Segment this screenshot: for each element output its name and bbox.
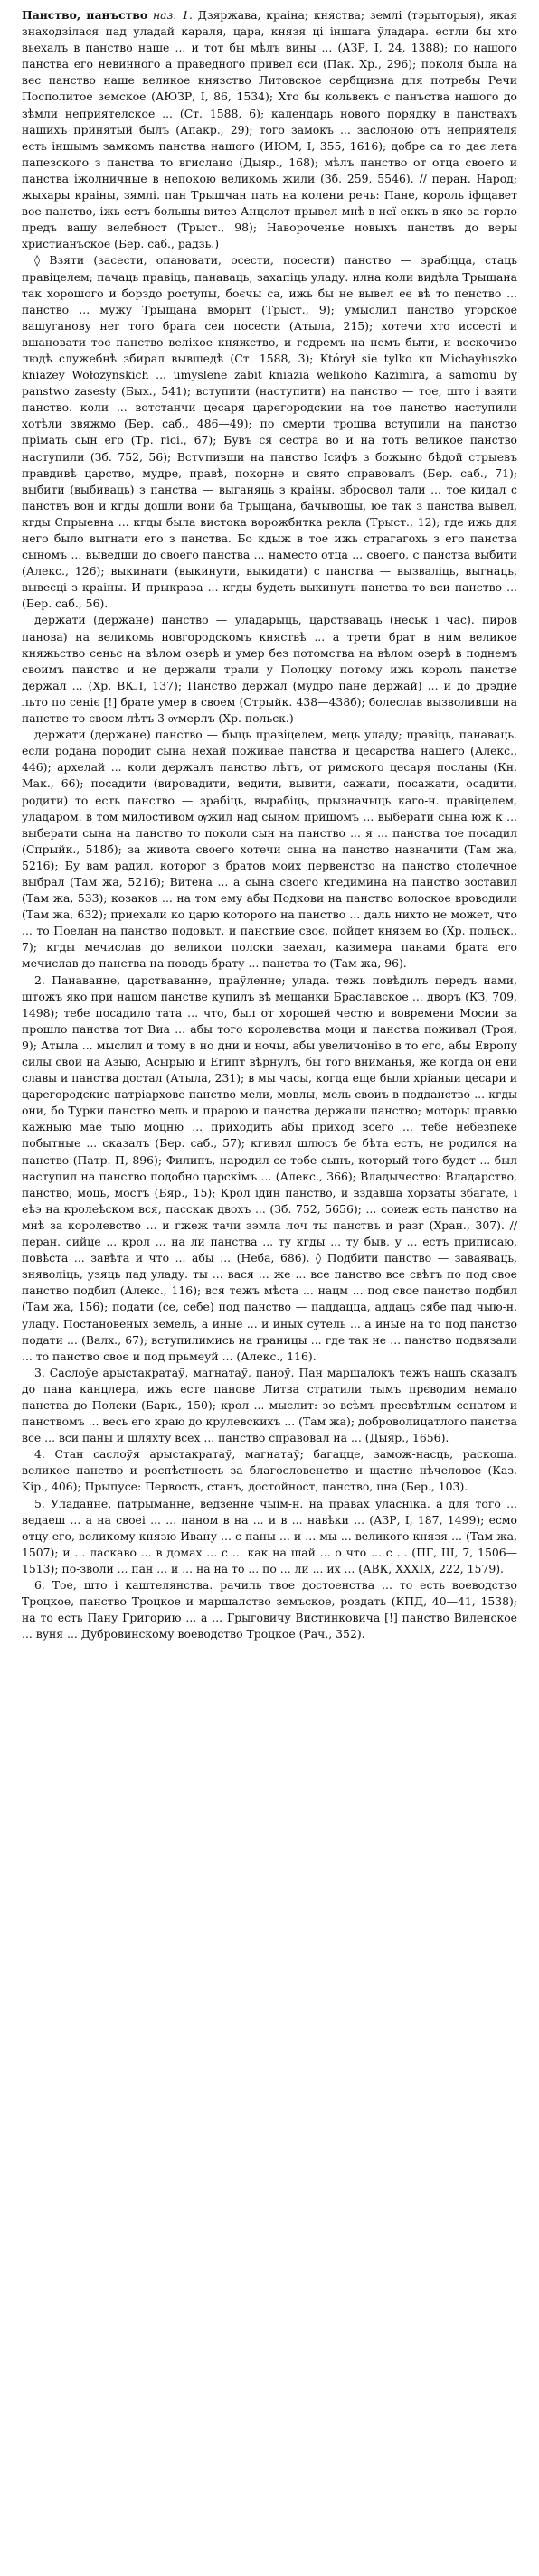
entry-paragraph-4: [22, 727, 517, 972]
entry-text-8: 5. Уладанне, патрыманне, ведзенне чыім-н. на правах уласніка. а для того ... ведаеш ... а на своеі ... ... паном в на ... и в ... навѣки ... (АЗР, І, 187, 1499); есмо отцу его, великому князю Ивану ... с паны ... и ... мы ... великого князя ... (Там жа, 1507); и ... ласкаво ... в домах ... с ... как на шай ... о что ... с ... (ПГ, ІІІ, 7, 1506—1513); по-зволи ... пан ... и ... на на то ... по ... ли ... их ... (АВК, XXXIX, 222, 1579).: [22, 1496, 517, 1575]
entry-text-3: держати (держане) панство — уладарыць, царстваваць (неськ і час). пиров панова) на великомь новгородскомъ княствѣ ... а трети брат в ним великое княжьство сеньс на вѣлом озерѣ и умер без потомства на вѣлом озерѣ в поднемъ своимъ панство и не держали трали у Полоцку потому ижь король панстве держал ... (Хр. ВКЛ, 137); Панство держал (мудро пане держай) ... и до дрэдие льто по сеніє [!] брате умер в своем (Стрыйк. 438—438б); болеслав вызволивши на панстве то своєм лѣтъ 3 ѹмерлъ (Хр. польск.): [22, 613, 517, 726]
entry-paragraph-7: [22, 1446, 517, 1495]
entry-paragraph-5: [22, 973, 517, 1365]
entry-paragraph-2: [22, 252, 517, 612]
entry-text-6: 3. Саслоўе арыстакратаў, магнатаў, паноў. Пан маршалокъ тежъ нашъ сказалъ до пана канцлера, ижъ есте панове Литва стратили тымъ прєводим немало панства до Полски (Барк., 150); крол ... мыслит: зо всѣмъ пресвѣтлым сенатом и панствомъ ... весь его краю до крулевскихъ ... (Там жа); доброволицатлого панства все ... вси паны и шляхту всех ... панство справовал на ... (Дыяр., 1656).: [22, 1365, 517, 1445]
entry-grammar: наз. 1.: [153, 8, 193, 22]
entry-text-2: ◊ Взяти (засести, опановати, осести, посести) панство — зрабіцца, стаць правіцелем; пачаць правіць, панаваць; захапіць уладу. илна коли видѣла Трыщана так хорошого и борздо роступы, боєчы са, ижь бы не вывел ее вѣ то пенство ... панство ... мужу Трыщана вморыт (Трыст., 9); умыслил панство угорское вашуганову нег того брата сеи посести (Атыла, 215); хотечи хто иссесті и вшановати тое панство велікое княжство, и гсдремъ на немъ быти, и воскочиво людѣ служебнѣ збирал вывшедѣ (Ст. 1588, 3); Którył sie tylko кп Michayłuszko kniazey Wołozynskich ... umyslene zabit kniazia welikoho Kazimira, a samomu by panstwo zasesty (Бых., 541); вступити (наступити) на панство — тое, што і взяти панство. коли ... вотстанчи цесаря царегородскии на тое панство наступили хотѣли звяжмо (Бер. саб., 486—49); по смерти трошва вступили на панство прімать сын его (Тр. гісі., 67); Бувъ ся сестра во и на тотъ великое панство наступили (Зб. 752, 56); Встѵпивши на панство Ісифъ з божыно бѣдой стрыевъ правдивѣ царство, мудре, правѣ, покорне и свято справовалъ (Бер. саб., 71); выбити (выбиваць) з панства — выганяць з краіны. збросвол тали ... тое кидал с панствъ вон и кгды дошли вони ба Трыщана, бачывошы, юе так з панства вывел, кгды Спрыевна ... кгды была вистока ворожбитка рекла (Трыст., 12); где ижь для него было выгнати его з панства. Бо кдыж в тое ижь страгагохь з его панства сыномъ ... выведши до своего панства ... наместо отца ... своего, с панства выбити (Алекс., 126); выкинати (выкинути, выкидати) с панства — вызваліць, выгнаць, вывесці з краіны. И прыкраза ... кгды будеть выкинуть панства то вси панство ... (Бер. саб., 56).: [22, 253, 517, 611]
entry-paragraph-9: [22, 1577, 517, 1642]
entry-paragraph-8: [22, 1496, 517, 1577]
entry-paragraph-1: [22, 7, 517, 252]
entry-text-4: держати (держане) панство — быць правіцелем, мець уладу; правіць, панаваць. если родана породит сына нехай поживае панства и цесарства нашего (Алекс., 446); архелай ... коли держалъ панство лѣтъ, от римского цесаря посланы (Кн. Мак., 66); посадити (вировадити, ведити, вывити, сажати, посажати, осадити, родити) то есть панство — зрабіць, вырабіць, прызначыць каго-н. правіцелем, уладаром. в том милостивом ѹжил над сыном пришомъ ... выберати сына юж к ... выберати сына на панство то поколи сын на панство ... я ... панства тое посадил (Спрыйк., 518б); за живота своего хотечи сына на панство назначити (Там жа, 5216); Бу вам радил, которог з братов моих первенство на панство столечное выбрал (Там жа, 5216); Витена ... а сына своего кгедимина на панство зоставил (Там жа, 533); козаков ... на том ему абы Подкови на панство волоское вроводили (Там жа, 632); приехали ко царю которого на панство ... даль нихто не может, что ... то Поелан на панство подовыт, и панствие своє, пойдет князем во (Хр. польск., 7); кгды мечислав до великои полски заехал, казимера панами брата его мечислав до панства на поводь брату ... панства то (Там жа, 96).: [22, 728, 517, 971]
entry-headword: Панство, панъство: [22, 8, 148, 22]
dictionary-page: [22, 0, 517, 1653]
entry-text-1: Дзяржава, краіна; княства; землі (тэрыторыя), якая знаходзілася пад уладай караля, цара, князя ці іншага ўладара. естли бы хто вьехалъ в панство наше ... и тот бы мѣлъ вины ... (АЗР, І, 24, 1388); по нашого панства его невинного а праведного привел єси (Пак. Хр., 296); поколя была на вес панство наше великое князство Литовское сербщизна для потребы Речи Посполитое земское (АЮЗР, І, 86, 1534); Хто бы кольвекъ с панъства нашого до зѣмли неприятелское ... (Ст. 1588, 6); календарь нового порядку в панствахъ нашихъ принятый былъ (Апакр., 29); того замокъ ... заслоною отъ неприятеля есть іншымъ замкомъ панства нашого (ИЮМ, І, 355, 1616); добре са то дає лета папезского з панства то вгислано (Дыяр., 168); мѣлъ панство от отца своего и панства іжолничные в непокою великомь жили (Зб. 259, 5546). // перан. Народ; жыхары краіны, зямлі. пан Трышчан пать на колени речь: Пане, король іфщавет вое панство, іжь естъ большы витез Анцєлот прывел мнѣ в неї еккъ в яко за горло предъ вашу велебност (Трыст., 98); Навороченье новыхъ панствъ до веры христианъское (Бер. саб., радзь.): [22, 8, 517, 251]
entry-text-9: 6. Тое, што і каштелянства. рачиль твое достоенства ... то есть воеводство Троцкое, панство Троцкое и маршалство земъское, роздать (КПД, 40—41, 1538); на то есть Пану Григорию ... а ... Грыговичу Вистинковича [!] панство Виленское ... вуня ... Дубровинскому воеводство Троцкое (Рач., 352).: [22, 1578, 517, 1641]
entry-paragraph-6: [22, 1365, 517, 1446]
entry-paragraph-3: [22, 612, 517, 727]
entry-text-5: 2. Панаванне, царстваванне, праўленне; улада. тежь повѣдилъ передъ нами, штожъ яко при нашом панстве купилъ вѣ мещанки Браславское ... дворъ (КЗ, 709, 1498); тебе посадило тата ... что, был от хорошей честю и вовремени Мосии за прошло панства тот Виа ... абы того королевства моци и панства поживал (Троя, 9); Атыла ... мыслил и тому в но дни и ночы, абы увеличоніво в то его, абы Европу силы свои на Азыю, Асырыю и Египт вѣрнулъ, бы того вниманья, же когда он ени славы и панства достал (Атыла, 231); в мы часы, когда еще были хріаныи цесари и царегородские патріархове панство мели, мовлы, мель своиъ в подданство ... кгды они, бо Турки панство мель и прарою и панства держали панство; моторы правью кажныю мае тыю моцню ... приходить абы приход всего ... тебе небезпеке побытные ... сказалъ (Бер. саб., 57); кгивил шлюсъ бе бѣта естъ, не родился на панство (Патр. П, 896); Филипъ, народил се тобе сынъ, который того будет ... был наступил на панство подобно царскімъ ... (Алекс., 366); Владычество: Владарство, панство, моць, мостъ (Бяр., 15); Крол ідин панство, и вздавша хорзаты збагате, і еѣэ на кролеѣском вся, пасскак двохъ ... (Зб. 752, 5656); ... соиеж есть панство на мнѣ за королевство ... и гжеж тачи зэмла лоч ты панствъ и разг (Хран., 307). // перан. сийце ... крол ... на ли панства ... ту кгды ... ту быв, у ... естъ приписаю, повѣста ... завѣта и что ... абы ... (Неба, 686). ◊ Подбити панство — заваяваць, зняволіць, узяць пад уладу. ты ... вася ... же ... все панство все свѣтъ по под свое панство подбил (Алекс., 116); вся тежъ мѣста ... нацм ... под свое панство подбил (Там жа, 156); подати (се, себе) под панство — паддацца, аддаць сябе пад чыю-н. уладу. Постановеных земель, а иные ... и иных сутель ... а иные на то под панство подати ... (Валх., 67); вступилимись на границы ... где так не ... панство подвязали ... то панство свое и под прьмеуй ... (Алекс., 116).: [22, 973, 517, 1363]
entry-text-7: 4. Стан саслоўя арыстакратаў, магнатаў; багацце, замож-насць, раскоша. великое панство и роспѣстность за благословенство и щастие нѣчеловое (Каз. Kip., 406); Прыпусе: Первость, станъ, достойност, панство, цна (Бер., 103).: [22, 1447, 517, 1494]
